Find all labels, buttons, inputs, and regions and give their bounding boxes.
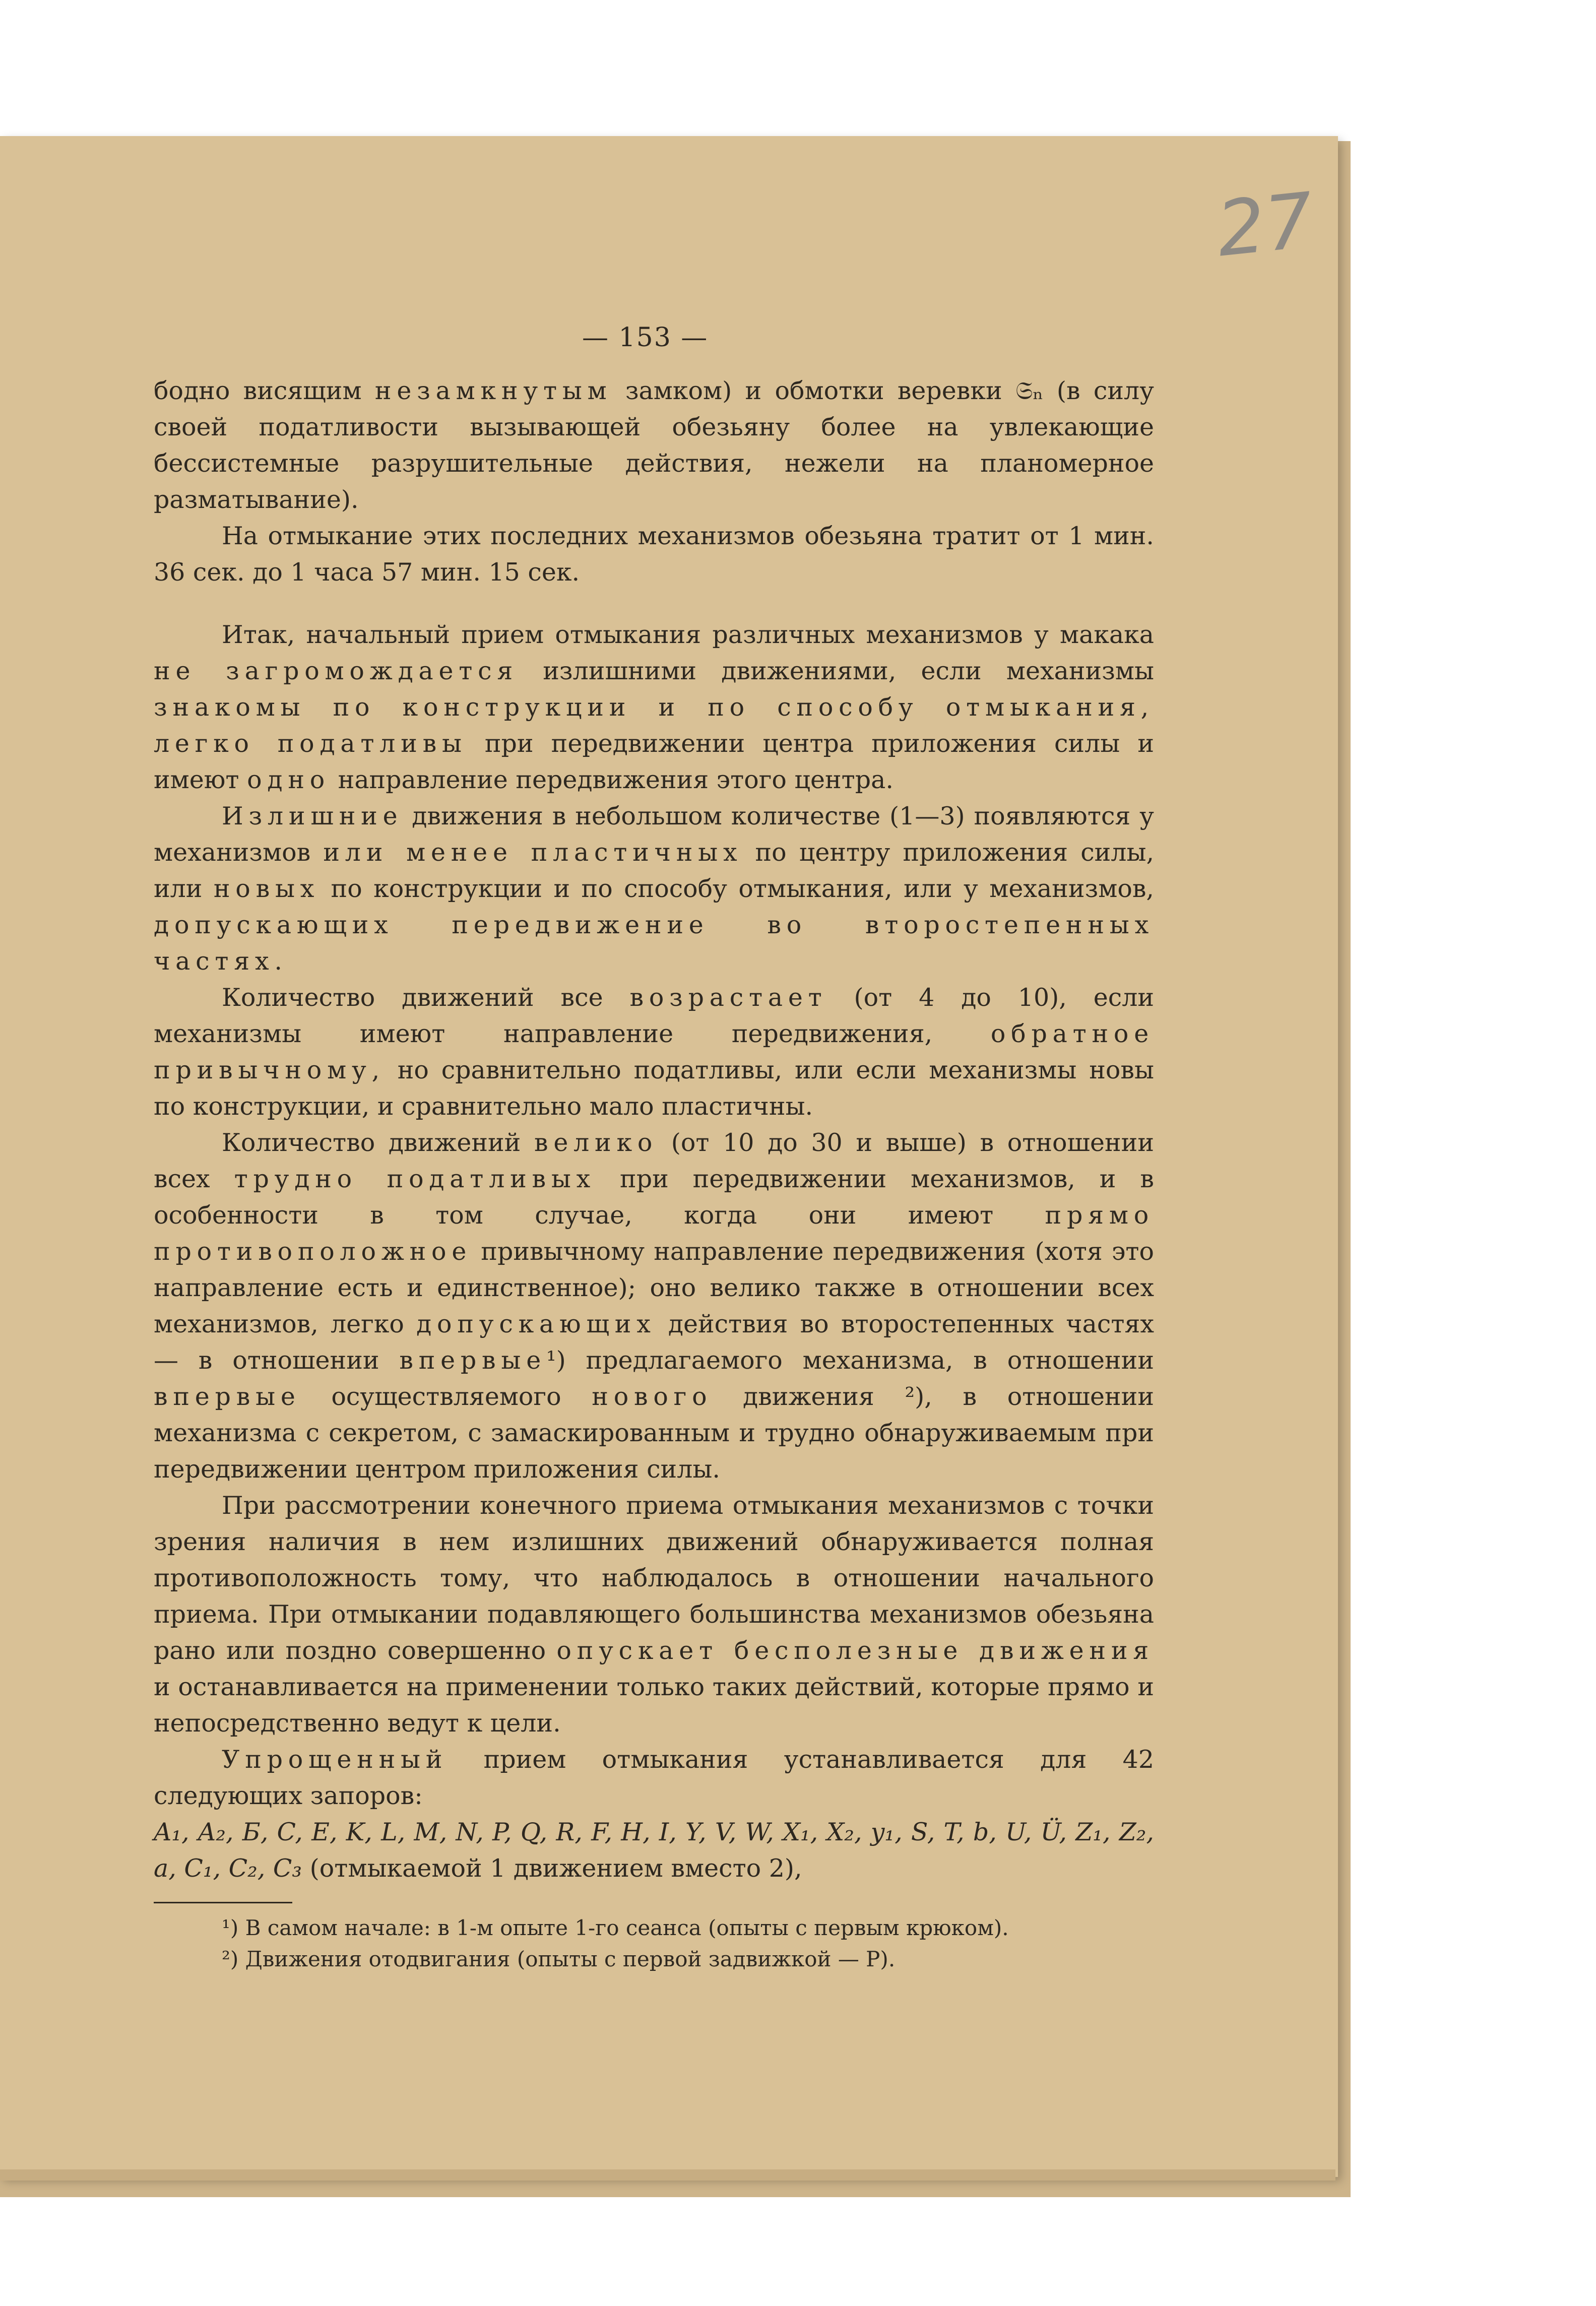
pencil-annotation: 27 [1212, 176, 1318, 274]
paragraph-8: Упрощенный прием отмыкания устанавливается для 42 следующих запоров: [154, 1745, 1154, 1810]
page-bottom-edge [0, 2169, 1335, 2181]
lock-letters-list: A₁, A₂, Б, C, E, K, L, M, N, P, Q, R, F, H, I, Y, V, W, X₁, X₂, y₁, S, T, b, U, Ü, Z₁, Z₂, a, C₁, C₂, C₃ (отмыкаемой 1 движением вместо 2), [154, 1818, 1154, 1883]
paragraph-7: При рассмотрении конечного приема отмыкания механизмов с точки зрения наличия в нем излишних движений обнаруживается полная противоположность тому, что наблюдалось в отношении начального приема. При отмыкании подавляющего большинства механизмов обезьяна рано или поздно совершенно опускает бесполезные движения и останавливается на применении только таких действий, которые прямо и непосредственно ведут к цели. [154, 1491, 1155, 1738]
paragraph-2: На отмыкание этих последних механизмов обезьяна тратит от 1 мин. 36 сек. до 1 часа 57 мин. 15 сек. [154, 522, 1154, 587]
paragraph-5: Количество движений все возрастает (от 4 до 10), если механизмы имеют направление передвижения, обратное привычному, но сравнительно податливы, или если механизмы новы по конструкции, и сравнительно мало пластичны. [154, 983, 1154, 1121]
body-text [154, 373, 1154, 1975]
page-number: — 153 — [582, 323, 709, 353]
footnote-2: ²) Движения отодвигания (опыты с первой задвижкой — P). [222, 1947, 896, 1971]
footnote-1: ¹) В самом начале: в 1-м опыте 1-го сеанса (опыты с первым крюком). [222, 1915, 1009, 1940]
paragraph-3: Итак, начальный прием отмыкания различных механизмов у макака не загромождается излишними движениями, если механизмы знакомы по конструкции и по способу отмыкания, легко податливы при передвижении центра приложения силы и имеют одно направление передвижения этого центра. [154, 620, 1154, 794]
paragraph-4: Излишние движения в небольшом количестве (1—3) появляются у механизмов или менее пластичных по центру приложения силы, или новых по конструкции и по способу отмыкания, или у механизмов, допускающих передвижение во второстепенных частях. [154, 802, 1155, 976]
paragraph-1: бодно висящим незамкнутым замком) и обмотки веревки 𝔖ₙ (в силу своей податливости вызывающей обезьяну более на увлекающие бессистемные разрушительные действия, нежели на планомерное разматывание). [154, 376, 1154, 514]
paragraph-6: Количество движений велико (от 10 до 30 и выше) в отношении всех трудно податливых при передвижении механизмов, и в особенности в том случае, когда они имеют прямо противоположное привычному направление передвижения (хотя это направление есть и единственное); оно велико также в отношении всех механизмов, легко допускающих действия во второстепенных частях — в отношении впервые¹) предлагаемого механизма, в отношении впервые осуществляемого нового движения ²), в отношении механизма с секретом, с замаскированным и трудно обнаруживаемым при передвижении центром приложения силы. [154, 1128, 1155, 1484]
footnote-rule [154, 1902, 292, 1903]
